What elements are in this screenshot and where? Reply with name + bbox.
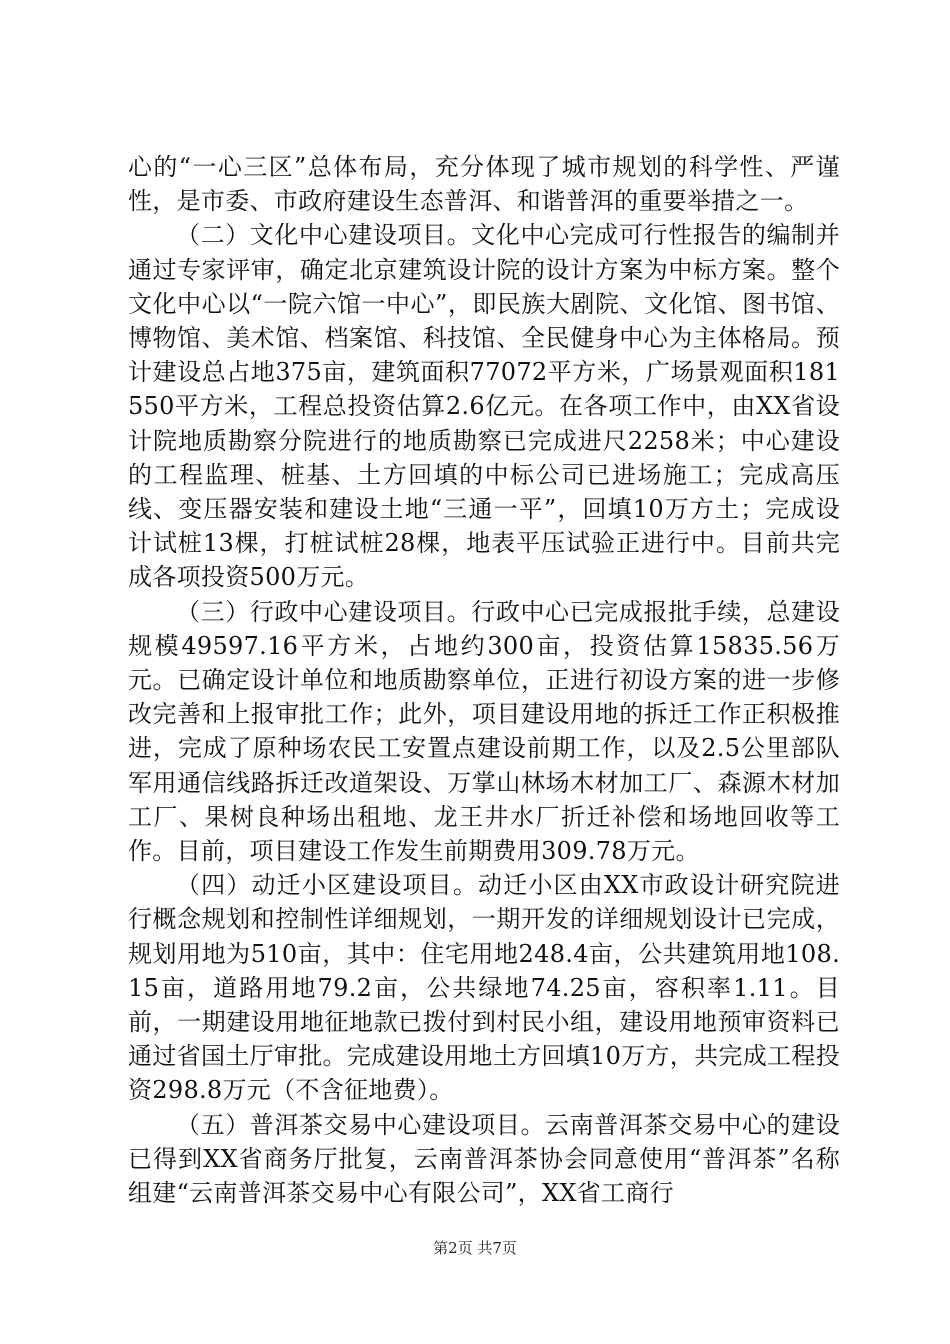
paragraph-culture-center: （二）文化中心建设项目。文化中心完成可行性报告的编制并通过专家评审，确定北京建筑设计院的设计方案为中标方案。整个文化中心以“一院六馆一中心”，即民族大剧院、文化馆、图书馆、博物馆、美术馆、档案馆、科技馆、全民健身中心为主体格局。预计建设总占地375亩，建筑面积77072平方米，广场景观面积181550平方米，工程总投资估算2.6亿元。在各项工作中，由XX省设计院地质勘察分院进行的地质勘察已完成进尺2258米；中心建设的工程监理、桩基、土方回填的中标公司已进场施工；完成高压线、变压器安装和建设土地“三通一平”，回填10万方土；完成设计试桩13棵，打桩试桩28棵，地表平压试验正进行中。目前共完成各项投资500万元。	[128, 221, 840, 592]
paragraph-tea-exchange: （五）普洱茶交易中心建设项目。云南普洱茶交易中心的建设已得到XX省商务厅批复，云南普洱茶协会同意使用“普洱茶”名称组建“云南普洱茶交易中心有限公司”，XX省工商行	[128, 1110, 840, 1208]
paragraph-admin-center: （三）行政中心建设项目。行政中心已完成报批手续，总建设规模49597.16平方米，占地约300亩，投资估算15835.56万元。已确定设计单位和地质勘察单位，正进行初设方案的进一步修改完善和上报审批工作；此外，项目建设用地的拆迁工作正积极推进，完成了原种场农民工安置点建设前期工作，以及2.5公里部队军用通信线路拆迁改道架设、万掌山林场木材加工厂、森源木材加工厂、果树良种场出租地、龙王井水厂折迁补偿和场地回收等工作。目前，项目建设工作发生前期费用309.78万元。	[128, 597, 840, 866]
page-number: 第2页 共7页	[433, 1239, 517, 1257]
page-footer	[0, 1238, 950, 1258]
paragraph-continuation: 心的“一心三区”总体布局，充分体现了城市规划的科学性、严谨性，是市委、市政府建设生态普洱、和谐普洱的重要举措之一。	[128, 153, 840, 216]
body-text	[128, 150, 840, 1210]
paragraph-relocation-community: （四）动迁小区建设项目。动迁小区由XX市政设计研究院进行概念规划和控制性详细规划，一期开发的详细规划设计已完成，规划用地为510亩，其中：住宅用地248.4亩，公共建筑用地108.15亩，道路用地79.2亩，公共绿地74.25亩，容积率1.11。目前，一期建设用地征地款已拨付到村民小组，建设用地预审资料已通过省国土厅审批。完成建设用地土方回填10万方，共完成工程投资298.8万元（不含征地费）。	[128, 871, 840, 1105]
